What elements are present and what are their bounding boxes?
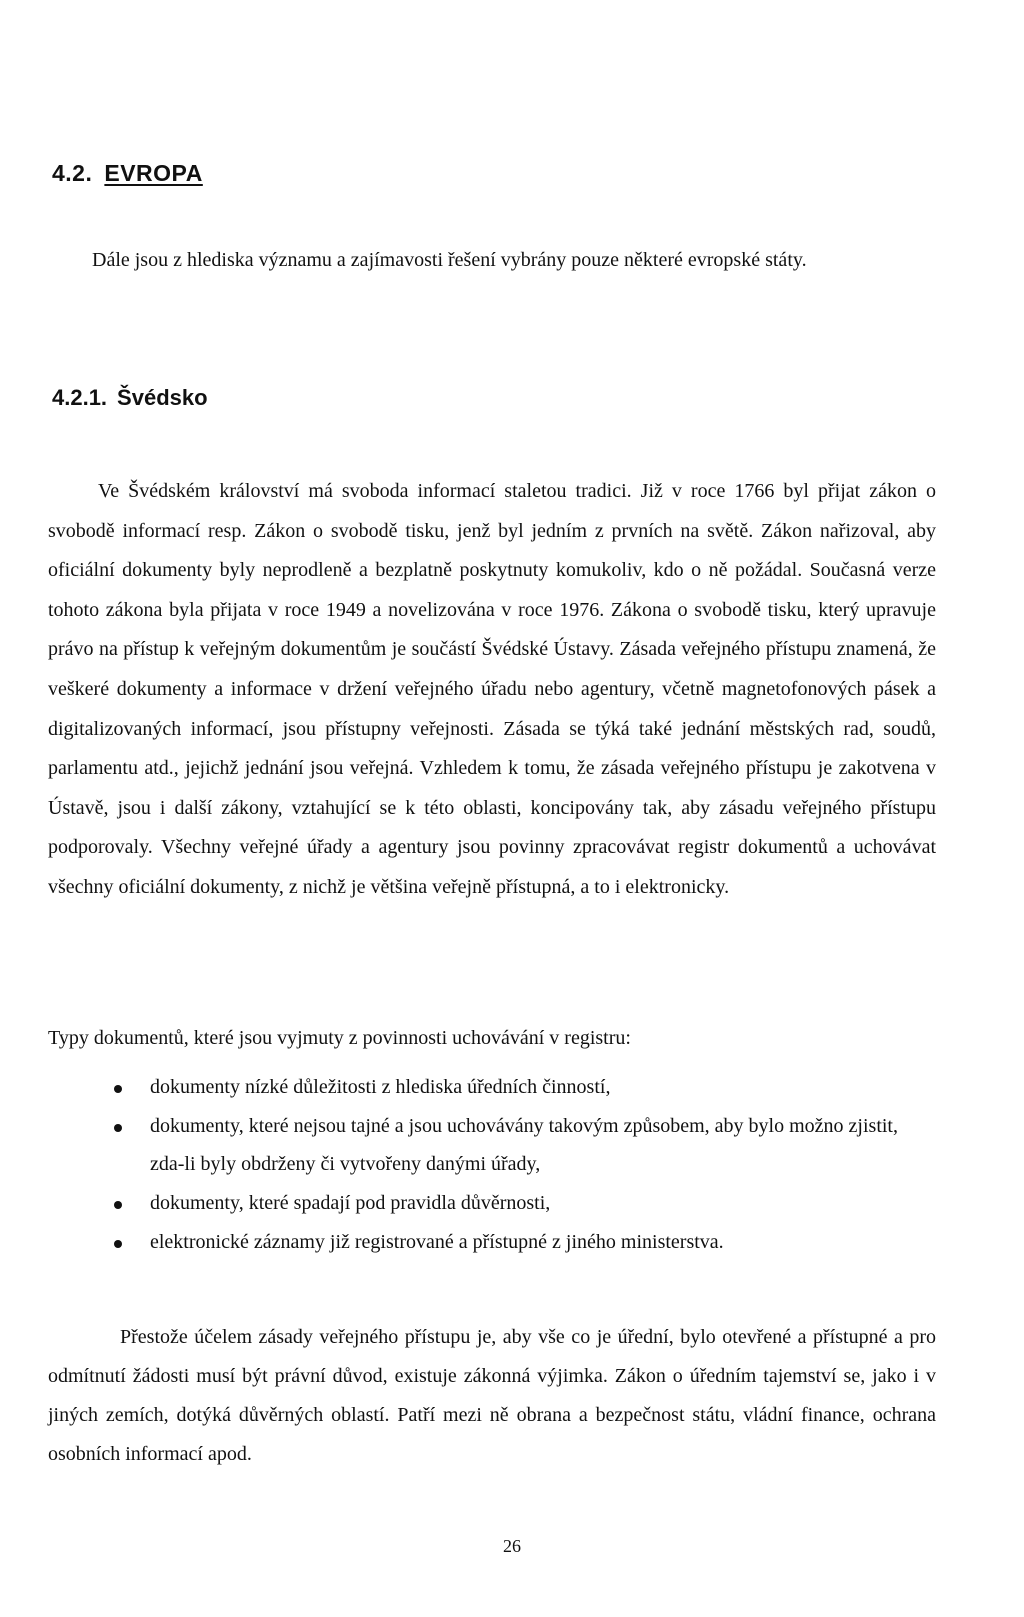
list-item-text: dokumenty nízké důležitosti z hlediska úředních činností, <box>150 1076 611 1098</box>
list-item-text: elektronické záznamy již registrované a přístupné z jiného ministerstva. <box>150 1231 724 1253</box>
list-item-text: dokumenty, které spadají pod pravidla důvěrnosti, <box>150 1192 551 1214</box>
list-item <box>0 1184 930 1222</box>
section-number: 4.2. <box>52 160 93 186</box>
subsection-heading <box>52 385 208 411</box>
section-heading <box>52 160 203 187</box>
list-item <box>0 1223 930 1261</box>
exempt-documents-list <box>0 1068 1024 1262</box>
bullet-icon <box>114 1240 122 1248</box>
page-number: 26 <box>503 1536 521 1556</box>
list-item <box>0 1068 930 1106</box>
bullet-icon <box>114 1201 122 1209</box>
bullet-icon <box>114 1124 122 1132</box>
list-intro: Typy dokumentů, které jsou vyjmuty z povinnosti uchovávání v registru: <box>48 1027 631 1049</box>
section-title: EVROPA <box>104 160 203 186</box>
intro-paragraph: Dále jsou z hlediska významu a zajímavosti řešení vybrány pouze některé evropské státy. <box>92 249 807 271</box>
bullet-icon <box>114 1085 122 1093</box>
list-item-text: dokumenty, které nejsou tajné a jsou uchovávány takovým způsobem, aby bylo možno zjistit, zda-li byly obdrženy či vytvořeny danými úřady, <box>150 1115 898 1175</box>
subsection-number: 4.2.1. <box>52 385 108 410</box>
body-paragraph: Ve Švédském království má svoboda informací staletou tradici. Již v roce 1766 byl přijat zákon o svobodě informací resp. Zákon o svobodě tisku, jenž byl jedním z prvních na světě. Zákon nařizoval, aby oficiální dokumenty byly neprodleně a bezplatně poskytnuty komukoliv, kdo o ně požádal. Současná verze tohoto zákona byla přijata v roce 1949 a novelizována v roce 1976. Zákona o svobodě tisku, který upravuje právo na přístup k veřejným dokumentům je součástí Švédské Ústavy. Zásada veřejného přístupu znamená, že veškeré dokumenty a informace v držení veřejného úřadu nebo agentury, včetně magnetofonových pásek a digitalizovaných informací, jsou přístupny veřejnosti. Zásada se týká také jednání městských rad, soudů, parlamentu atd., jejichž jednání jsou veřejná. Vzhledem k tomu, že zásada veřejného přístupu je zakotvena v Ústavě, jsou i další zákony, vztahující se k této oblasti, koncipovány tak, aby zásadu veřejného přístupu podporovaly. Všechny veřejné úřady a agentury jsou povinny zpracovávat registr dokumentů a uchovávat všechny oficiální dokumenty, z nichž je většina veřejně přístupná, a to i elektronicky. <box>48 480 936 898</box>
list-item <box>0 1107 930 1183</box>
final-paragraph: Přestože účelem zásady veřejného přístupu je, aby vše co je úřední, bylo otevřené a přístupné a pro odmítnutí žádosti musí být právní důvod, existuje zákonná výjimka. Zákon o úředním tajemství se, jako i v jiných zemích, dotýká důvěrných oblastí. Patří mezi ně obrana a bezpečnost státu, vládní finance, ochrana osobních informací apod. <box>48 1326 936 1465</box>
subsection-title: Švédsko <box>117 385 208 410</box>
